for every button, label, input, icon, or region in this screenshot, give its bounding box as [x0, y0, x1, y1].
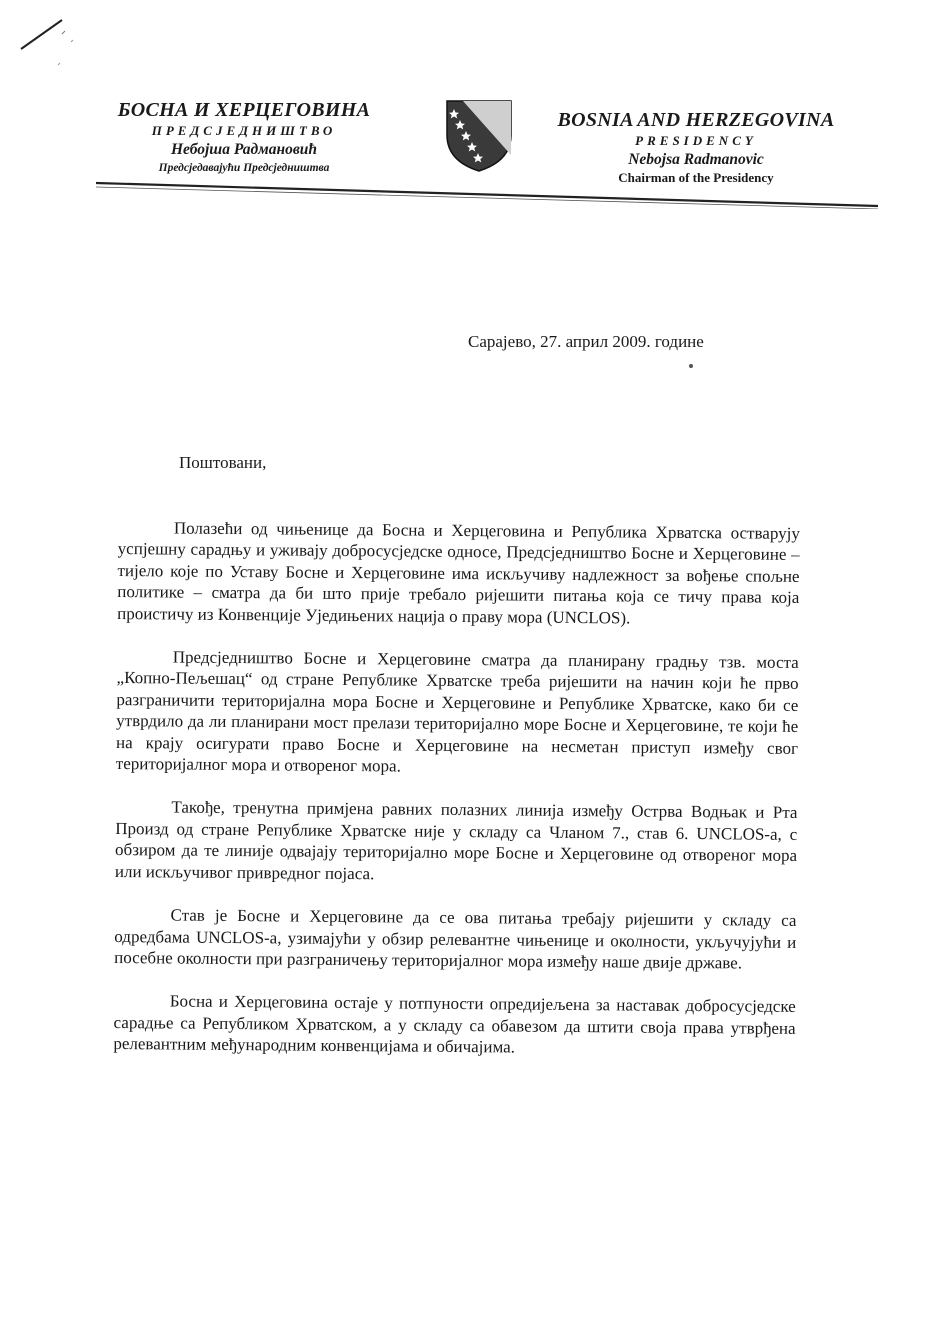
country-name-english: BOSNIA AND HERZEGOVINA	[557, 109, 835, 131]
body-paragraph: Такође, тренутна примјена равних полазних линија између Острва Водњак и Рта Произд од стране Републике Хрватске није у складу са Чланом 7., став 6. UNCLOS-а, с обзиром да те линије одвајају територијално море Босне и Херцеговине од отвореног мора или искључивог привредног појаса.	[114, 797, 798, 883]
body-paragraph: Предсједништво Босне и Херцеговине сматра да планирану градњу тзв. моста „Копно-Пељешац“ од стране Републике Хрватске треба ријешити на начин који ће прво разграничити територијална мора Босне и Херцеговине и Републике Хрватске, како би се утврдило да ли планирани мост прелази територијално море Босне и Херцеговине, те који ће на крају осигурати право Босне и Херцеговине на несметан приступ између свог територијалног мора и отвореног мора.	[115, 647, 799, 776]
letterhead-divider	[96, 181, 878, 209]
official-title-english: Chairman of the Presidency	[618, 170, 774, 185]
official-name-english: Nebojsa Radmanovic	[628, 151, 764, 168]
institution-cyrillic: ПРЕДСЈЕДНИШТВО	[151, 123, 337, 138]
official-name-cyrillic: Небојша Радмановић	[170, 141, 318, 158]
institution-english: PRESIDENCY	[635, 133, 757, 148]
body-paragraph: Став је Босне и Херцеговине да се ова питања требају ријешити у складу са одредбама UNCLOS-а, узимајући у обзир релевантне чињенице и околности, укључујући и посебне околности при разграничењу територијалног мора између наше двије државе.	[114, 905, 797, 973]
body-paragraph: Полазећи од чињенице да Босна и Херцеговина и Република Хрватска остварују успјешну сарадњу и уживају добросусједске односе, Предсједништво Босне и Херцеговине – тијело које по Уставу Босне и Херцеговине има искључиву надлежност за вођење спољне политике – сматра да би што прије требало ријешити питања која се тичу права која проистичу из Конвенције Уједињених нација о праву мора (UNCLOS).	[117, 518, 800, 628]
letterhead-english	[546, 108, 846, 186]
salutation: Поштовани,	[179, 453, 267, 472]
body-paragraph: Босна и Херцеговина остаје у потпуности опредијељена за наставак добросусједске сарадње са Републиком Хрватском, а у складу са обавезом да штити своја права утврђена релевантним међународним конвенцијама и обичајима.	[113, 991, 796, 1057]
stray-dot	[689, 364, 693, 368]
letterhead-cyrillic	[104, 98, 384, 176]
date-line: Сарајево, 27. април 2009. године	[468, 332, 704, 351]
official-title-cyrillic: Предсједавајући Предсједништва	[158, 162, 330, 174]
pen-stroke-mark	[18, 18, 88, 68]
letter-body	[113, 517, 800, 1082]
coat-of-arms-icon	[443, 97, 515, 173]
country-name-cyrillic: БОСНА И ХЕРЦЕГОВИНА	[117, 99, 371, 121]
